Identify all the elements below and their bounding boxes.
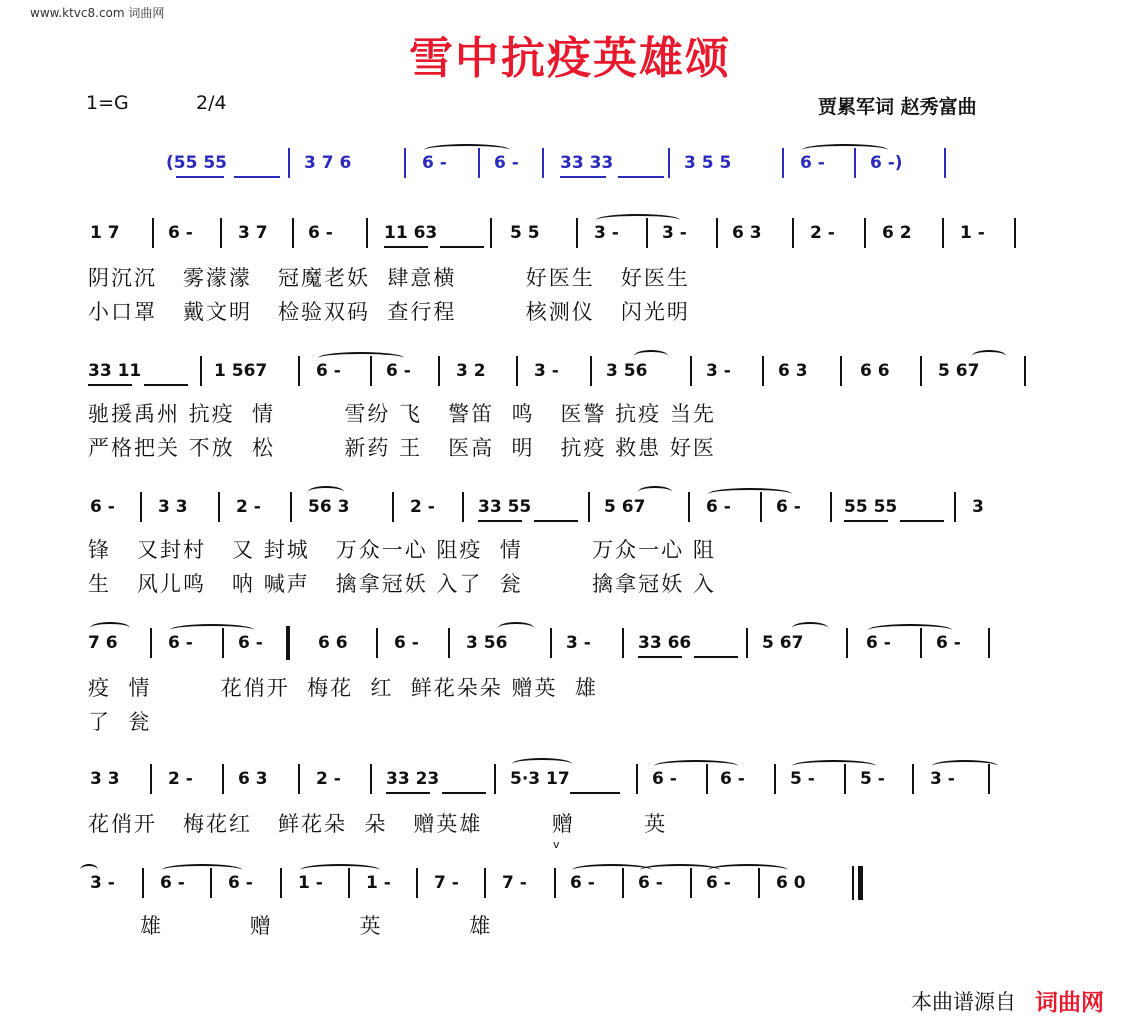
barline	[150, 628, 152, 658]
barline	[912, 764, 914, 794]
lyrics-verse-2: 生 风儿鸣 呐 喊声 擒拿冠妖 入了 瓮 擒拿冠妖 入	[88, 572, 716, 596]
measure: 6 -	[238, 633, 263, 653]
tie-mark	[708, 488, 792, 500]
lyrics-verse-1: 雄 赠 英 雄	[88, 914, 493, 938]
measure: 3 -	[566, 633, 591, 653]
lyrics-verse-1: 疫 情 花俏开 梅花 红 鲜花朵朵 赠英 雄	[88, 676, 598, 700]
measure: 56 3	[308, 497, 350, 517]
barline	[366, 218, 368, 248]
barline	[920, 356, 922, 386]
measure: 6 -	[720, 769, 745, 789]
composer-credit: 贾累军词 赵秀富曲	[818, 96, 977, 118]
measure: 6 -	[800, 153, 825, 173]
barline	[448, 628, 450, 658]
staff-line-6	[86, 868, 886, 916]
measure: 5·3 17	[510, 769, 570, 789]
barline	[840, 356, 842, 386]
barline	[218, 492, 220, 522]
underline-mark	[570, 792, 620, 794]
measure: 6 -	[316, 361, 341, 381]
measure: 5 -	[860, 769, 885, 789]
measure: 3 2	[456, 361, 486, 381]
barline	[490, 218, 492, 248]
underline-mark	[88, 384, 132, 386]
measure: 1 -	[366, 873, 391, 893]
barline	[152, 218, 154, 248]
underline-mark	[176, 176, 224, 178]
measure: 6 3	[778, 361, 808, 381]
barline	[622, 628, 624, 658]
measure: 6 -	[308, 223, 333, 243]
measure: 5 67	[938, 361, 980, 381]
measure: 11 63	[384, 223, 438, 243]
tie-mark	[300, 864, 380, 876]
measure: 3 -	[662, 223, 687, 243]
tie-mark	[170, 624, 254, 636]
barline	[200, 356, 202, 386]
measure: 7 -	[502, 873, 527, 893]
measure: 6 -	[652, 769, 677, 789]
measure: 55 55	[844, 497, 898, 517]
measure: 6 -)	[870, 153, 903, 173]
measure: 1 -	[960, 223, 985, 243]
staff-line-5	[86, 764, 1006, 812]
measure: 2 -	[168, 769, 193, 789]
measure: 3 -	[90, 873, 115, 893]
measure: 33 23	[386, 769, 440, 789]
lyrics-verse-2: 了 瓮	[88, 710, 152, 734]
final-barline-thin	[852, 866, 854, 900]
slur-mark	[634, 350, 668, 362]
time-signature: 2/4	[196, 92, 227, 114]
underline-mark	[618, 176, 664, 178]
measure: 3 -	[534, 361, 559, 381]
underline-mark	[440, 246, 484, 248]
tie-mark	[424, 144, 510, 156]
tie-mark	[792, 760, 876, 772]
barline	[830, 492, 832, 522]
measure: 6 -	[776, 497, 801, 517]
measure: (55 55	[166, 153, 228, 173]
measure: 6 -	[936, 633, 961, 653]
underline-mark	[534, 520, 578, 522]
underline-mark	[638, 656, 682, 658]
tie-mark	[932, 760, 998, 772]
barline	[462, 492, 464, 522]
measure: 6 -	[638, 873, 663, 893]
measure: 33 55	[478, 497, 532, 517]
barline	[782, 148, 784, 178]
measure: 6 -	[386, 361, 411, 381]
barline	[516, 356, 518, 386]
measure: 5 -	[790, 769, 815, 789]
tie-mark	[596, 214, 680, 226]
barline	[636, 764, 638, 794]
underline-mark	[144, 384, 188, 386]
underline-mark	[844, 520, 888, 522]
barline	[484, 868, 486, 898]
final-barline-thick	[858, 866, 863, 900]
barline	[416, 868, 418, 898]
measure: 3 -	[706, 361, 731, 381]
measure: 6 -	[706, 497, 731, 517]
measure: 5 67	[762, 633, 804, 653]
measure: 1 -	[298, 873, 323, 893]
measure: 6 3	[732, 223, 762, 243]
measure: 6 -	[422, 153, 447, 173]
measure: 3 -	[930, 769, 955, 789]
measure: 3 3	[90, 769, 120, 789]
barline	[404, 148, 406, 178]
barline	[298, 764, 300, 794]
measure: 33 11	[88, 361, 142, 381]
page-title: 雪中抗疫英雄颂	[409, 33, 731, 84]
barline	[298, 356, 300, 386]
measure: 6 0	[776, 873, 806, 893]
tie-mark	[162, 864, 242, 876]
measure: 1 567	[214, 361, 268, 381]
site-watermark: www.ktvc8.com 词曲网	[30, 6, 165, 20]
measure: 6 -	[168, 633, 193, 653]
measure: 6 -	[160, 873, 185, 893]
measure: 6 -	[394, 633, 419, 653]
tie-mark	[708, 864, 788, 876]
underline-mark	[234, 176, 280, 178]
lyrics-verse-1: 锋 又封村 又 封城 万众一心 阻疫 情 万众一心 阻	[88, 538, 716, 562]
measure: 6 -	[866, 633, 891, 653]
barline	[288, 148, 290, 178]
staff-line-1	[86, 218, 1026, 266]
barline	[222, 764, 224, 794]
lyrics-verse-1: 阴沉沉 雾濛濛 冠魔老妖 肆意横 好医生 好医生	[88, 266, 690, 290]
measure: 3 7	[238, 223, 268, 243]
barline	[864, 218, 866, 248]
measure: 2 -	[810, 223, 835, 243]
barline	[292, 218, 294, 248]
measure: 6 6	[318, 633, 348, 653]
barline	[988, 628, 990, 658]
underline-mark	[478, 520, 522, 522]
barline	[376, 628, 378, 658]
barline	[762, 356, 764, 386]
underline-mark	[384, 246, 428, 248]
measure: 5 5	[510, 223, 540, 243]
barline	[370, 764, 372, 794]
barline	[1014, 218, 1016, 248]
barline	[290, 492, 292, 522]
barline	[944, 148, 946, 178]
staff-line-4	[86, 628, 1006, 676]
barline	[668, 148, 670, 178]
measure: 6 3	[238, 769, 268, 789]
barline	[542, 148, 544, 178]
barline	[438, 356, 440, 386]
measure: 3 56	[466, 633, 508, 653]
lyrics-verse-2: 严格把关 不放 松 新药 王 医高 明 抗疫 救患 好医	[88, 436, 716, 460]
slur-mark	[638, 486, 672, 498]
measure: 6 -	[494, 153, 519, 173]
measure: 3 56	[606, 361, 648, 381]
barline	[150, 764, 152, 794]
measure: 3 3	[158, 497, 188, 517]
measure: 3 5 5	[684, 153, 732, 173]
footer-site-link[interactable]: 词曲网	[1035, 990, 1104, 1016]
slur-mark	[512, 758, 572, 770]
barline	[140, 492, 142, 522]
measure: 7 6	[88, 633, 118, 653]
measure: 6 -	[228, 873, 253, 893]
underline-mark	[442, 792, 486, 794]
barline	[550, 628, 552, 658]
tie-mark	[80, 864, 98, 876]
intro-staff	[166, 148, 966, 196]
slur-mark	[498, 622, 534, 634]
barline	[588, 492, 590, 522]
key-signature: 1=G	[86, 92, 129, 114]
measure: 2 -	[316, 769, 341, 789]
measure: 6 -	[90, 497, 115, 517]
measure: 33 66	[638, 633, 692, 653]
measure: 3 -	[594, 223, 619, 243]
tie-mark	[318, 352, 404, 364]
barline	[220, 218, 222, 248]
barline	[954, 492, 956, 522]
barline	[590, 356, 592, 386]
staff-line-3	[86, 492, 1006, 540]
barline	[746, 628, 748, 658]
barline	[690, 356, 692, 386]
barline	[846, 628, 848, 658]
slur-mark	[308, 486, 344, 498]
staff-line-2	[86, 356, 1046, 404]
measure: 7 -	[434, 873, 459, 893]
measure: 33 33	[560, 153, 614, 173]
lyrics-verse-1: 驰援禹州 抗疫 情 雪纷 飞 警笛 鸣 医警 抗疫 当先	[88, 402, 716, 426]
footer-source-label: 本曲谱源自	[911, 990, 1016, 1014]
measure: 5 67	[604, 497, 646, 517]
measure: 6 -	[706, 873, 731, 893]
barline	[576, 218, 578, 248]
lyrics-verse-1: 花俏开 梅花红 鲜花朵 朵 赠英雄 赠 英	[88, 812, 668, 836]
underline-mark	[694, 656, 738, 658]
underline-mark	[386, 792, 430, 794]
repeat-barline	[286, 626, 290, 660]
tie-mark	[868, 624, 952, 636]
underline-mark	[900, 520, 944, 522]
tie-mark	[802, 144, 888, 156]
measure: 6 -	[570, 873, 595, 893]
barline	[392, 492, 394, 522]
barline	[280, 868, 282, 898]
barline	[716, 218, 718, 248]
measure: 2 -	[410, 497, 435, 517]
barline	[688, 492, 690, 522]
measure: 2 -	[236, 497, 261, 517]
measure: 6 -	[168, 223, 193, 243]
barline	[1024, 356, 1026, 386]
barline	[554, 868, 556, 898]
measure: 3 7 6	[304, 153, 352, 173]
lyrics-verse-2: 小口罩 戴文明 检验双码 查行程 核测仪 闪光明	[88, 300, 690, 324]
underline-mark	[560, 176, 606, 178]
measure: 6 6	[860, 361, 890, 381]
barline	[494, 764, 496, 794]
breath-mark: v	[553, 838, 560, 851]
measure: 3	[972, 497, 984, 517]
tie-mark	[654, 760, 738, 772]
barline	[142, 868, 144, 898]
slur-mark	[90, 622, 130, 634]
barline	[942, 218, 944, 248]
slur-mark	[972, 350, 1006, 362]
barline	[792, 218, 794, 248]
measure: 6 2	[882, 223, 912, 243]
measure: 1 7	[90, 223, 120, 243]
barline	[774, 764, 776, 794]
slur-mark	[792, 622, 828, 634]
